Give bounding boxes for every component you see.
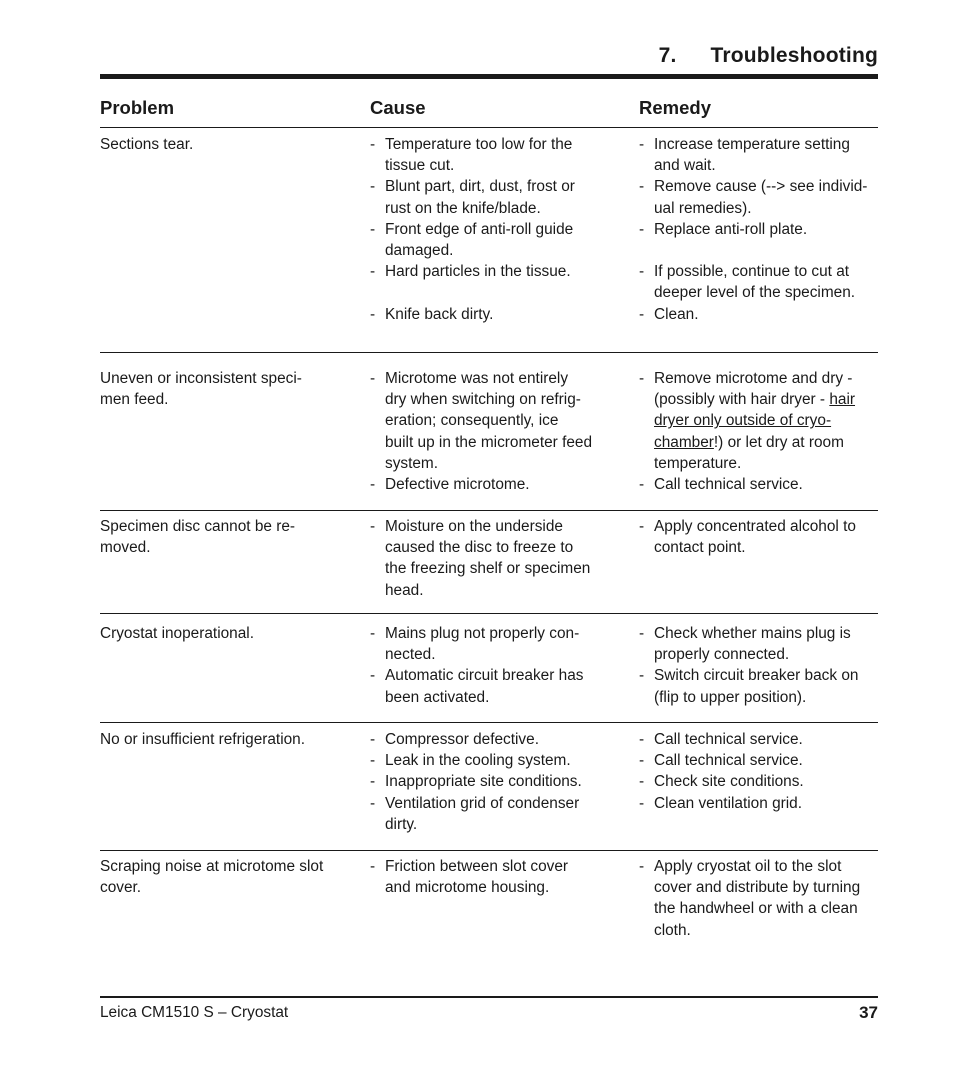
list-line: Switch circuit breaker back on bbox=[654, 667, 859, 685]
bullet-dash: - bbox=[370, 794, 376, 812]
list-item bbox=[639, 793, 884, 814]
row-divider bbox=[100, 850, 878, 851]
list-line: Defective microtome. bbox=[385, 476, 530, 494]
bullet-dash: - bbox=[370, 476, 376, 494]
list-line: Front edge of anti-roll guide bbox=[385, 220, 574, 238]
bullet-dash: - bbox=[639, 858, 645, 875]
row-remedies bbox=[639, 516, 884, 558]
list-item bbox=[370, 176, 620, 218]
section-number: 7. bbox=[658, 44, 677, 67]
bullet-dash: - bbox=[370, 858, 376, 875]
bullet-dash: - bbox=[639, 220, 645, 238]
list-line: Leak in the cooling system. bbox=[385, 752, 571, 770]
list-line: tissue cut. bbox=[385, 157, 455, 175]
list-line: system. bbox=[385, 454, 439, 472]
bullet-dash: - bbox=[370, 370, 376, 387]
list-item bbox=[639, 516, 884, 558]
bullet-dash: - bbox=[639, 794, 645, 812]
row-causes bbox=[370, 729, 620, 835]
row-problem: No or insufficient refrigeration. bbox=[100, 731, 306, 748]
row-divider bbox=[100, 613, 878, 614]
list-line: deeper level of the specimen. bbox=[654, 284, 856, 302]
list-line: the handwheel or with a clean bbox=[654, 900, 858, 918]
list-line: Friction between slot cover bbox=[385, 858, 569, 875]
list-line: properly connected. bbox=[654, 646, 790, 664]
list-line: Apply cryostat oil to the slot bbox=[654, 858, 842, 875]
list-line: eration; consequently, ice bbox=[385, 412, 559, 430]
list-line: Blunt part, dirt, dust, frost or bbox=[385, 178, 575, 196]
list-line: (flip to upper position). bbox=[654, 688, 807, 706]
list-item bbox=[370, 134, 620, 176]
list-line: cloth. bbox=[654, 921, 691, 939]
list-line: Call technical service. bbox=[654, 752, 803, 770]
bullet-dash: - bbox=[370, 773, 376, 791]
table-header-rule bbox=[100, 127, 878, 128]
list-line: Check whether mains plug is bbox=[654, 625, 851, 642]
column-header-cause: Cause bbox=[370, 97, 426, 118]
row-causes bbox=[370, 623, 620, 708]
bullet-dash: - bbox=[370, 667, 376, 685]
bullet-dash: - bbox=[639, 731, 645, 748]
bullet-dash: - bbox=[370, 220, 376, 238]
bullet-dash: - bbox=[639, 178, 645, 196]
remedy-underlined: chamber bbox=[654, 433, 714, 451]
list-item bbox=[639, 623, 884, 665]
row-problem: Scraping noise at microtome slot cover. bbox=[100, 858, 324, 897]
list-line: cover and distribute by turning bbox=[654, 879, 861, 897]
remedy-line bbox=[654, 389, 884, 410]
bullet-dash: - bbox=[370, 136, 376, 153]
remedy-underlined: hair bbox=[829, 391, 856, 409]
list-item bbox=[639, 771, 884, 792]
list-line: Compressor defective. bbox=[385, 731, 539, 748]
remedy-underlined: dryer only outside of cryo- bbox=[654, 412, 832, 430]
list-item bbox=[370, 793, 620, 835]
bullet-dash: - bbox=[639, 263, 645, 281]
remedy-text: !) or let dry at room bbox=[713, 433, 844, 451]
row-problem: Specimen disc cannot be re- moved. bbox=[100, 518, 296, 557]
list-line: If possible, continue to cut at bbox=[654, 263, 850, 281]
remedy-text: (possibly with hair dryer - bbox=[654, 391, 830, 409]
list-item bbox=[370, 219, 620, 261]
list-item bbox=[370, 750, 620, 771]
list-item bbox=[639, 219, 884, 240]
list-item bbox=[370, 771, 620, 792]
list-item bbox=[370, 261, 620, 282]
list-line: built up in the micrometer feed bbox=[385, 433, 593, 451]
list-item bbox=[639, 304, 884, 325]
list-line: been activated. bbox=[385, 688, 490, 706]
row-causes bbox=[370, 516, 620, 601]
row-remedies bbox=[639, 368, 884, 495]
list-item bbox=[370, 516, 620, 601]
remedy-line: temperature. bbox=[654, 454, 742, 472]
list-item bbox=[639, 474, 884, 495]
remedy-line: Remove microtome and dry - bbox=[654, 370, 853, 387]
spacer bbox=[370, 282, 620, 303]
list-line: nected. bbox=[385, 646, 436, 664]
list-line: Call technical service. bbox=[654, 476, 803, 494]
list-item bbox=[639, 261, 884, 303]
bullet-dash: - bbox=[370, 263, 376, 281]
bullet-dash: - bbox=[639, 773, 645, 791]
list-line: Automatic circuit breaker has bbox=[385, 667, 584, 685]
row-causes bbox=[370, 368, 620, 495]
bullet-dash: - bbox=[370, 752, 376, 770]
row-remedies bbox=[639, 134, 884, 325]
list-line: Temperature too low for the bbox=[385, 136, 573, 153]
list-line: Remove cause (--> see individ- bbox=[654, 178, 868, 196]
list-line: Ventilation grid of condenser bbox=[385, 794, 580, 812]
bullet-dash: - bbox=[639, 667, 645, 685]
list-item bbox=[370, 474, 620, 495]
list-line: and wait. bbox=[654, 157, 716, 175]
column-header-problem: Problem bbox=[100, 97, 175, 118]
list-line: contact point. bbox=[654, 539, 746, 557]
list-line: Apply concentrated alcohol to bbox=[654, 518, 856, 535]
list-line: Inappropriate site conditions. bbox=[385, 773, 582, 791]
list-line: Replace anti-roll plate. bbox=[654, 220, 808, 238]
bullet-dash: - bbox=[639, 136, 645, 153]
list-item bbox=[639, 856, 884, 941]
bullet-dash: - bbox=[370, 731, 376, 748]
list-line: head. bbox=[385, 581, 424, 599]
list-item bbox=[639, 665, 884, 707]
row-divider bbox=[100, 722, 878, 723]
row-divider bbox=[100, 352, 878, 353]
section-title bbox=[659, 44, 878, 68]
list-line: Hard particles in the tissue. bbox=[385, 263, 571, 281]
remedy-line bbox=[654, 432, 884, 453]
footer-rule bbox=[100, 996, 878, 998]
list-line: ual remedies). bbox=[654, 199, 752, 217]
list-item bbox=[639, 176, 884, 218]
list-line: damaged. bbox=[385, 242, 454, 260]
list-line: and microtome housing. bbox=[385, 879, 550, 897]
list-item bbox=[639, 750, 884, 771]
column-header-remedy: Remedy bbox=[639, 97, 711, 118]
list-item bbox=[370, 665, 620, 707]
list-item bbox=[639, 729, 884, 750]
bullet-dash: - bbox=[639, 625, 645, 642]
row-causes bbox=[370, 856, 620, 898]
row-causes bbox=[370, 134, 620, 325]
list-line: Moisture on the underside bbox=[385, 518, 563, 535]
row-remedies bbox=[639, 623, 884, 708]
row-problem: Uneven or inconsistent speci- men feed. bbox=[100, 370, 302, 409]
remedy-list bbox=[639, 474, 884, 495]
row-remedies bbox=[639, 729, 884, 814]
row-problem: Cryostat inoperational. bbox=[100, 625, 254, 642]
row-problem: Sections tear. bbox=[100, 136, 194, 153]
header-rule bbox=[100, 74, 878, 79]
list-item bbox=[370, 729, 620, 750]
list-line: Microtome was not entirely bbox=[385, 370, 569, 387]
list-item bbox=[370, 623, 620, 665]
footer-document-title: Leica CM1510 S – Cryostat bbox=[100, 1004, 289, 1021]
list-line: Mains plug not properly con- bbox=[385, 625, 580, 642]
bullet-dash: - bbox=[370, 625, 376, 642]
list-line: Clean ventilation grid. bbox=[654, 794, 803, 812]
bullet-dash: - bbox=[639, 305, 645, 323]
bullet-dash: - bbox=[370, 178, 376, 196]
list-line: the freezing shelf or specimen bbox=[385, 560, 591, 578]
bullet-dash: - bbox=[639, 476, 645, 494]
list-line: Check site conditions. bbox=[654, 773, 804, 791]
list-line: Increase temperature setting bbox=[654, 136, 850, 153]
list-line: dirty. bbox=[385, 815, 418, 833]
list-line: rust on the knife/blade. bbox=[385, 199, 541, 217]
bullet-dash: - bbox=[639, 518, 645, 535]
row-remedies bbox=[639, 856, 884, 941]
row-divider bbox=[100, 510, 878, 511]
list-item bbox=[370, 856, 620, 898]
list-item bbox=[370, 304, 620, 325]
list-line: Call technical service. bbox=[654, 731, 803, 748]
list-line: caused the disc to freeze to bbox=[385, 539, 574, 557]
list-line: dry when switching on refrig- bbox=[385, 391, 581, 409]
bullet-dash: - bbox=[370, 518, 376, 535]
remedy-item: - Remove microtome and dry - (possibly with hair dryer - hair dryer only outside of cryo- chamber!) or let dry at room temperature. bbox=[639, 368, 884, 474]
spacer bbox=[639, 240, 884, 261]
bullet-dash: - bbox=[639, 752, 645, 770]
bullet-dash: - bbox=[370, 305, 376, 323]
list-line: Knife back dirty. bbox=[385, 305, 494, 323]
list-item bbox=[370, 368, 620, 474]
list-line: Clean. bbox=[654, 305, 699, 323]
section-title-text: Troubleshooting bbox=[710, 44, 878, 67]
page-number: 37 bbox=[859, 1003, 878, 1022]
list-item bbox=[639, 134, 884, 176]
